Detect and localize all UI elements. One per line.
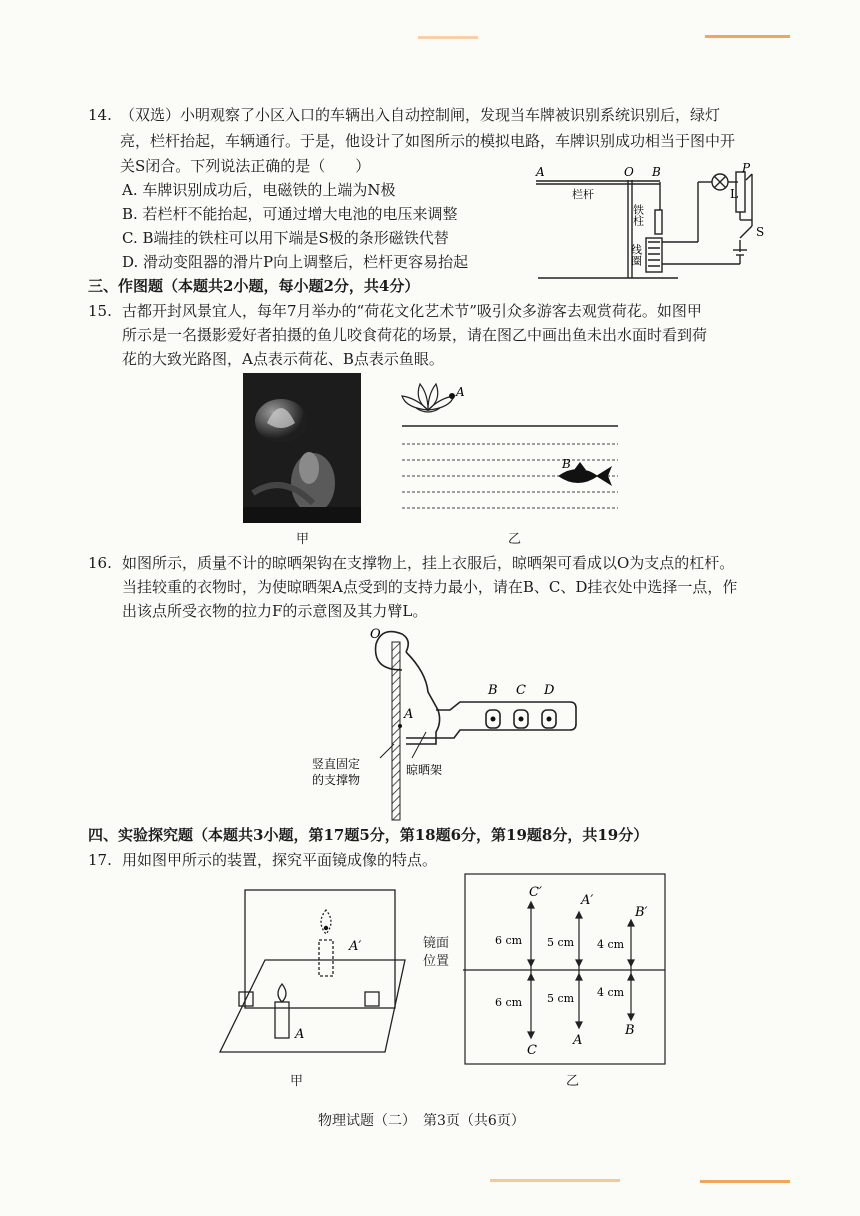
q17-dist-4cm-bottom: 4 cm: [597, 986, 625, 999]
q17-pt-a: A: [573, 1033, 583, 1048]
q15-caption-jia: 甲: [296, 532, 310, 547]
q17-number: 17.: [88, 851, 112, 869]
q14-line2: 亮，栏杆抬起，车辆通行。于是，他设计了如图所示的模拟电路，车牌识别成功相当于图中开: [120, 132, 736, 150]
q17-mirror-label-2: 位置: [423, 954, 450, 969]
q16-line3: 出该点所受衣物的拉力F的示意图及其力臂L。: [122, 602, 428, 620]
q14-circuit-figure: [528, 160, 778, 285]
top-decoration-line: [418, 36, 478, 39]
q14-label-bar: 栏杆: [572, 188, 594, 201]
q14-line1: （双选）小明观察了小区入口的车辆出入自动控制闸，发现当车牌被识别系统识别后，绿灯: [120, 106, 721, 124]
q14-number: 14.: [88, 106, 112, 124]
q14-label-o: O: [624, 165, 634, 179]
q14-option-d: D. 滑动变阻器的滑片P向上调整后，栏杆更容易抬起: [122, 253, 469, 271]
q15-line3: 花的大致光路图，A点表示荷花、B点表示鱼眼。: [122, 350, 444, 368]
q17-dist-6cm-top: 6 cm: [495, 934, 523, 947]
q17-pt-bprime: B′: [635, 905, 648, 920]
q16-line1: 如图所示，质量不计的晾晒架钩在支撑物上，挂上衣服后，晾晒架可看成以O为支点的杠杆。: [122, 554, 735, 572]
q14-option-a: A. 车牌识别成功后，电磁铁的上端为N极: [122, 181, 396, 199]
q16-rack-label: 晾晒架: [406, 763, 443, 777]
q17-dist-4cm-top: 4 cm: [597, 938, 625, 951]
bottom-decoration-line: [490, 1179, 620, 1182]
q16-label-c: C: [516, 683, 526, 698]
q17-dist-5cm-top: 5 cm: [547, 936, 575, 949]
section3-heading: 三、作图题（本题共2小题，每小题2分，共4分）: [88, 277, 420, 295]
q14-label-p: P: [742, 161, 751, 175]
q15-label-a: A: [456, 385, 465, 399]
q16-number: 16.: [88, 554, 112, 572]
q17-mirror-label-1: 镜面: [423, 936, 450, 951]
q14-label-s: S: [756, 225, 765, 239]
q17-caption-jia: 甲: [290, 1074, 304, 1089]
q17-image-distance-figure: [455, 872, 670, 1067]
q17-label-aprime: A′: [349, 939, 362, 954]
q17-caption-yi: 乙: [566, 1074, 580, 1089]
q16-label-b: B: [488, 683, 498, 698]
q16-support-label-2: 的支撑物: [312, 773, 361, 787]
section4-heading: 四、实验探究题（本题共3小题，第17题5分，第18题6分，第19题8分，共19分）: [88, 826, 649, 844]
q17-pt-b: B: [625, 1023, 635, 1038]
q14-option-c: C. B端挂的铁柱可以用下端是S极的条形磁铁代替: [122, 229, 449, 247]
q14-label-b: B: [652, 165, 661, 179]
q14-option-b: B. 若栏杆不能抬起，可通过增大电池的电压来调整: [122, 205, 458, 223]
q15-line2: 所示是一名摄影爱好者拍摄的鱼儿咬食荷花的场景，请在图乙中画出鱼未出水面时看到荷: [122, 326, 708, 344]
q17-pt-c: C: [527, 1043, 537, 1058]
q15-caption-yi: 乙: [508, 532, 522, 547]
page-footer: 物理试题（二） 第3页（共6页）: [318, 1113, 525, 1129]
q17-dist-6cm-bottom: 6 cm: [495, 996, 523, 1009]
q15-photo-lotus-fish: [243, 373, 361, 523]
q14-label-coil: 线圈: [629, 244, 643, 266]
q15-number: 15.: [88, 302, 112, 320]
q16-label-a: A: [404, 707, 414, 722]
q17-pt-cprime: C′: [529, 885, 542, 900]
q17-dist-5cm-bottom: 5 cm: [547, 992, 575, 1005]
q14-label-a: A: [536, 165, 545, 179]
q16-drying-rack-figure: [310, 622, 580, 822]
top-decoration-line-2: [705, 35, 790, 38]
q14-label-l: L: [730, 187, 738, 201]
q15-water-diagram: [398, 370, 623, 518]
q17-label-a: A: [295, 1027, 305, 1042]
q16-label-o: O: [370, 627, 381, 642]
q17-line1: 用如图甲所示的装置，探究平面镜成像的特点。: [122, 851, 438, 869]
q17-pt-aprime: A′: [581, 893, 594, 908]
bottom-decoration-line-2: [700, 1180, 790, 1183]
q16-line2: 当挂较重的衣物时，为使晾晒架A点受到的支持力最小，请在B、C、D挂衣处中选择一点，作: [122, 578, 738, 596]
q16-label-d: D: [544, 683, 555, 698]
q17-mirror-setup-figure: [215, 880, 415, 1055]
q15-line1: 古都开封风景宜人，每年7月举办的“荷花文化艺术节”吸引众多游客去观赏荷花。如图甲: [122, 302, 702, 320]
q16-support-label-1: 竖直固定: [312, 757, 361, 771]
q14-line3: 关S闭合。下列说法正确的是（ ）: [120, 157, 371, 175]
q15-label-b: B: [562, 457, 571, 471]
q14-label-iron: 铁柱: [631, 204, 645, 226]
